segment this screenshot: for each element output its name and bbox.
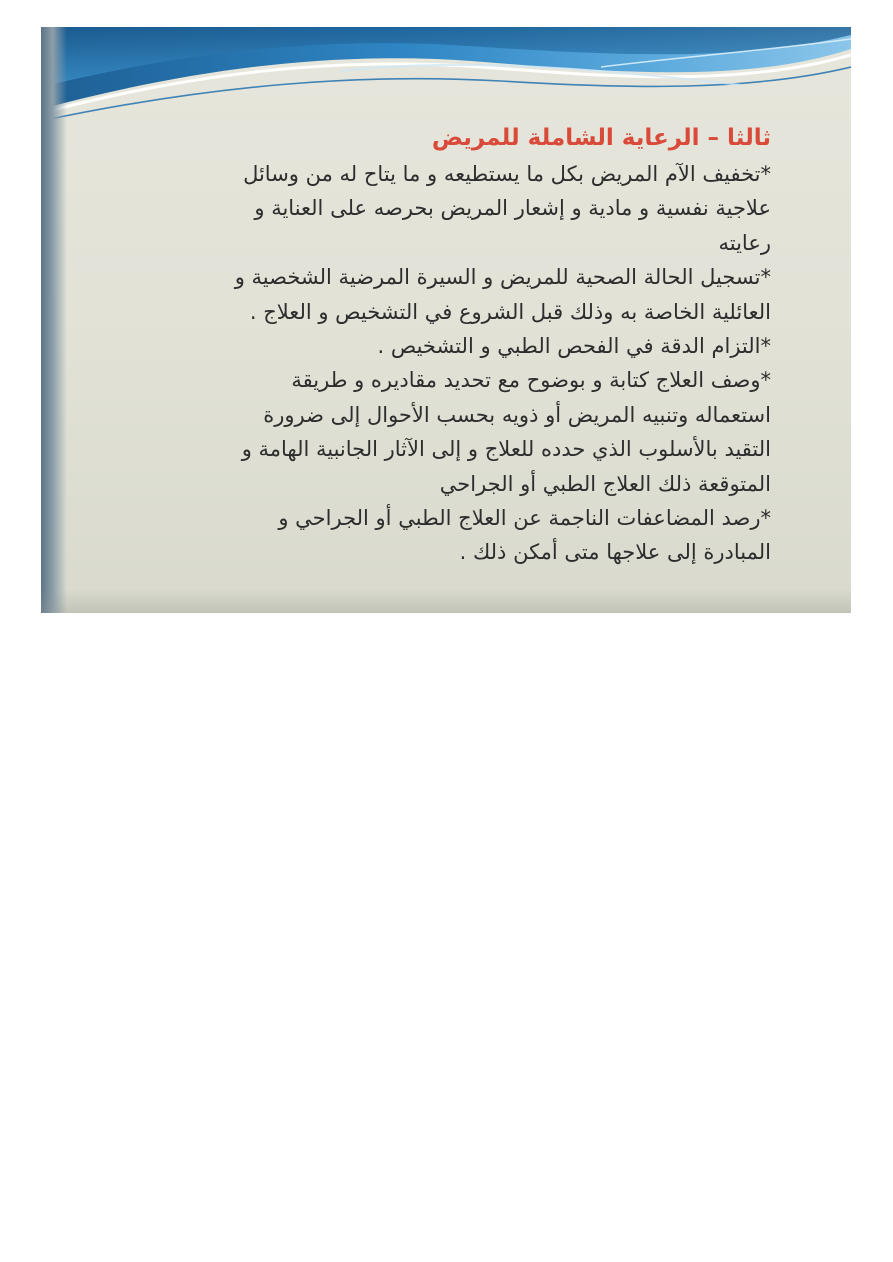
slide-photo <box>41 27 851 613</box>
slide-line: استعماله وتنبيه المريض أو ذويه بحسب الأحوال إلى ضرورة <box>263 402 771 427</box>
slide-line: *تسجيل الحالة الصحية للمريض و السيرة المرضية الشخصية و <box>234 265 771 290</box>
slide-line: رعايته <box>718 230 771 255</box>
slide-line: العائلية الخاصة به وذلك قبل الشروع في التشخيص و العلاج . <box>249 299 771 324</box>
slide-line: علاجية نفسية و مادية و إشعار المريض بحرصه على العناية و <box>254 196 771 221</box>
slide-line: المبادرة إلى علاجها متى أمكن ذلك . <box>459 540 771 565</box>
slide-line: المتوقعة ذلك العلاج الطبي أو الجراحي <box>439 471 771 496</box>
slide-line: *تخفيف الآم المريض بكل ما يستطيعه و ما يتاح له من وسائل <box>243 162 771 186</box>
slide-line: التقيد بالأسلوب الذي حدده للعلاج و إلى الآثار الجانبية الهامة و <box>241 437 771 462</box>
slide-text-block <box>151 121 771 570</box>
slide-title: ثالثا – الرعاية الشاملة للمريض <box>431 125 771 151</box>
slide-line: *رصد المضاعفات الناجمة عن العلاج الطبي أو الجراحي و <box>278 506 771 531</box>
slide-line: *التزام الدقة في الفحص الطبي و التشخيص . <box>377 334 771 359</box>
slide-line: *وصف العلاج كتابة و بوضوح مع تحديد مقاديره و طريقة <box>291 368 771 393</box>
